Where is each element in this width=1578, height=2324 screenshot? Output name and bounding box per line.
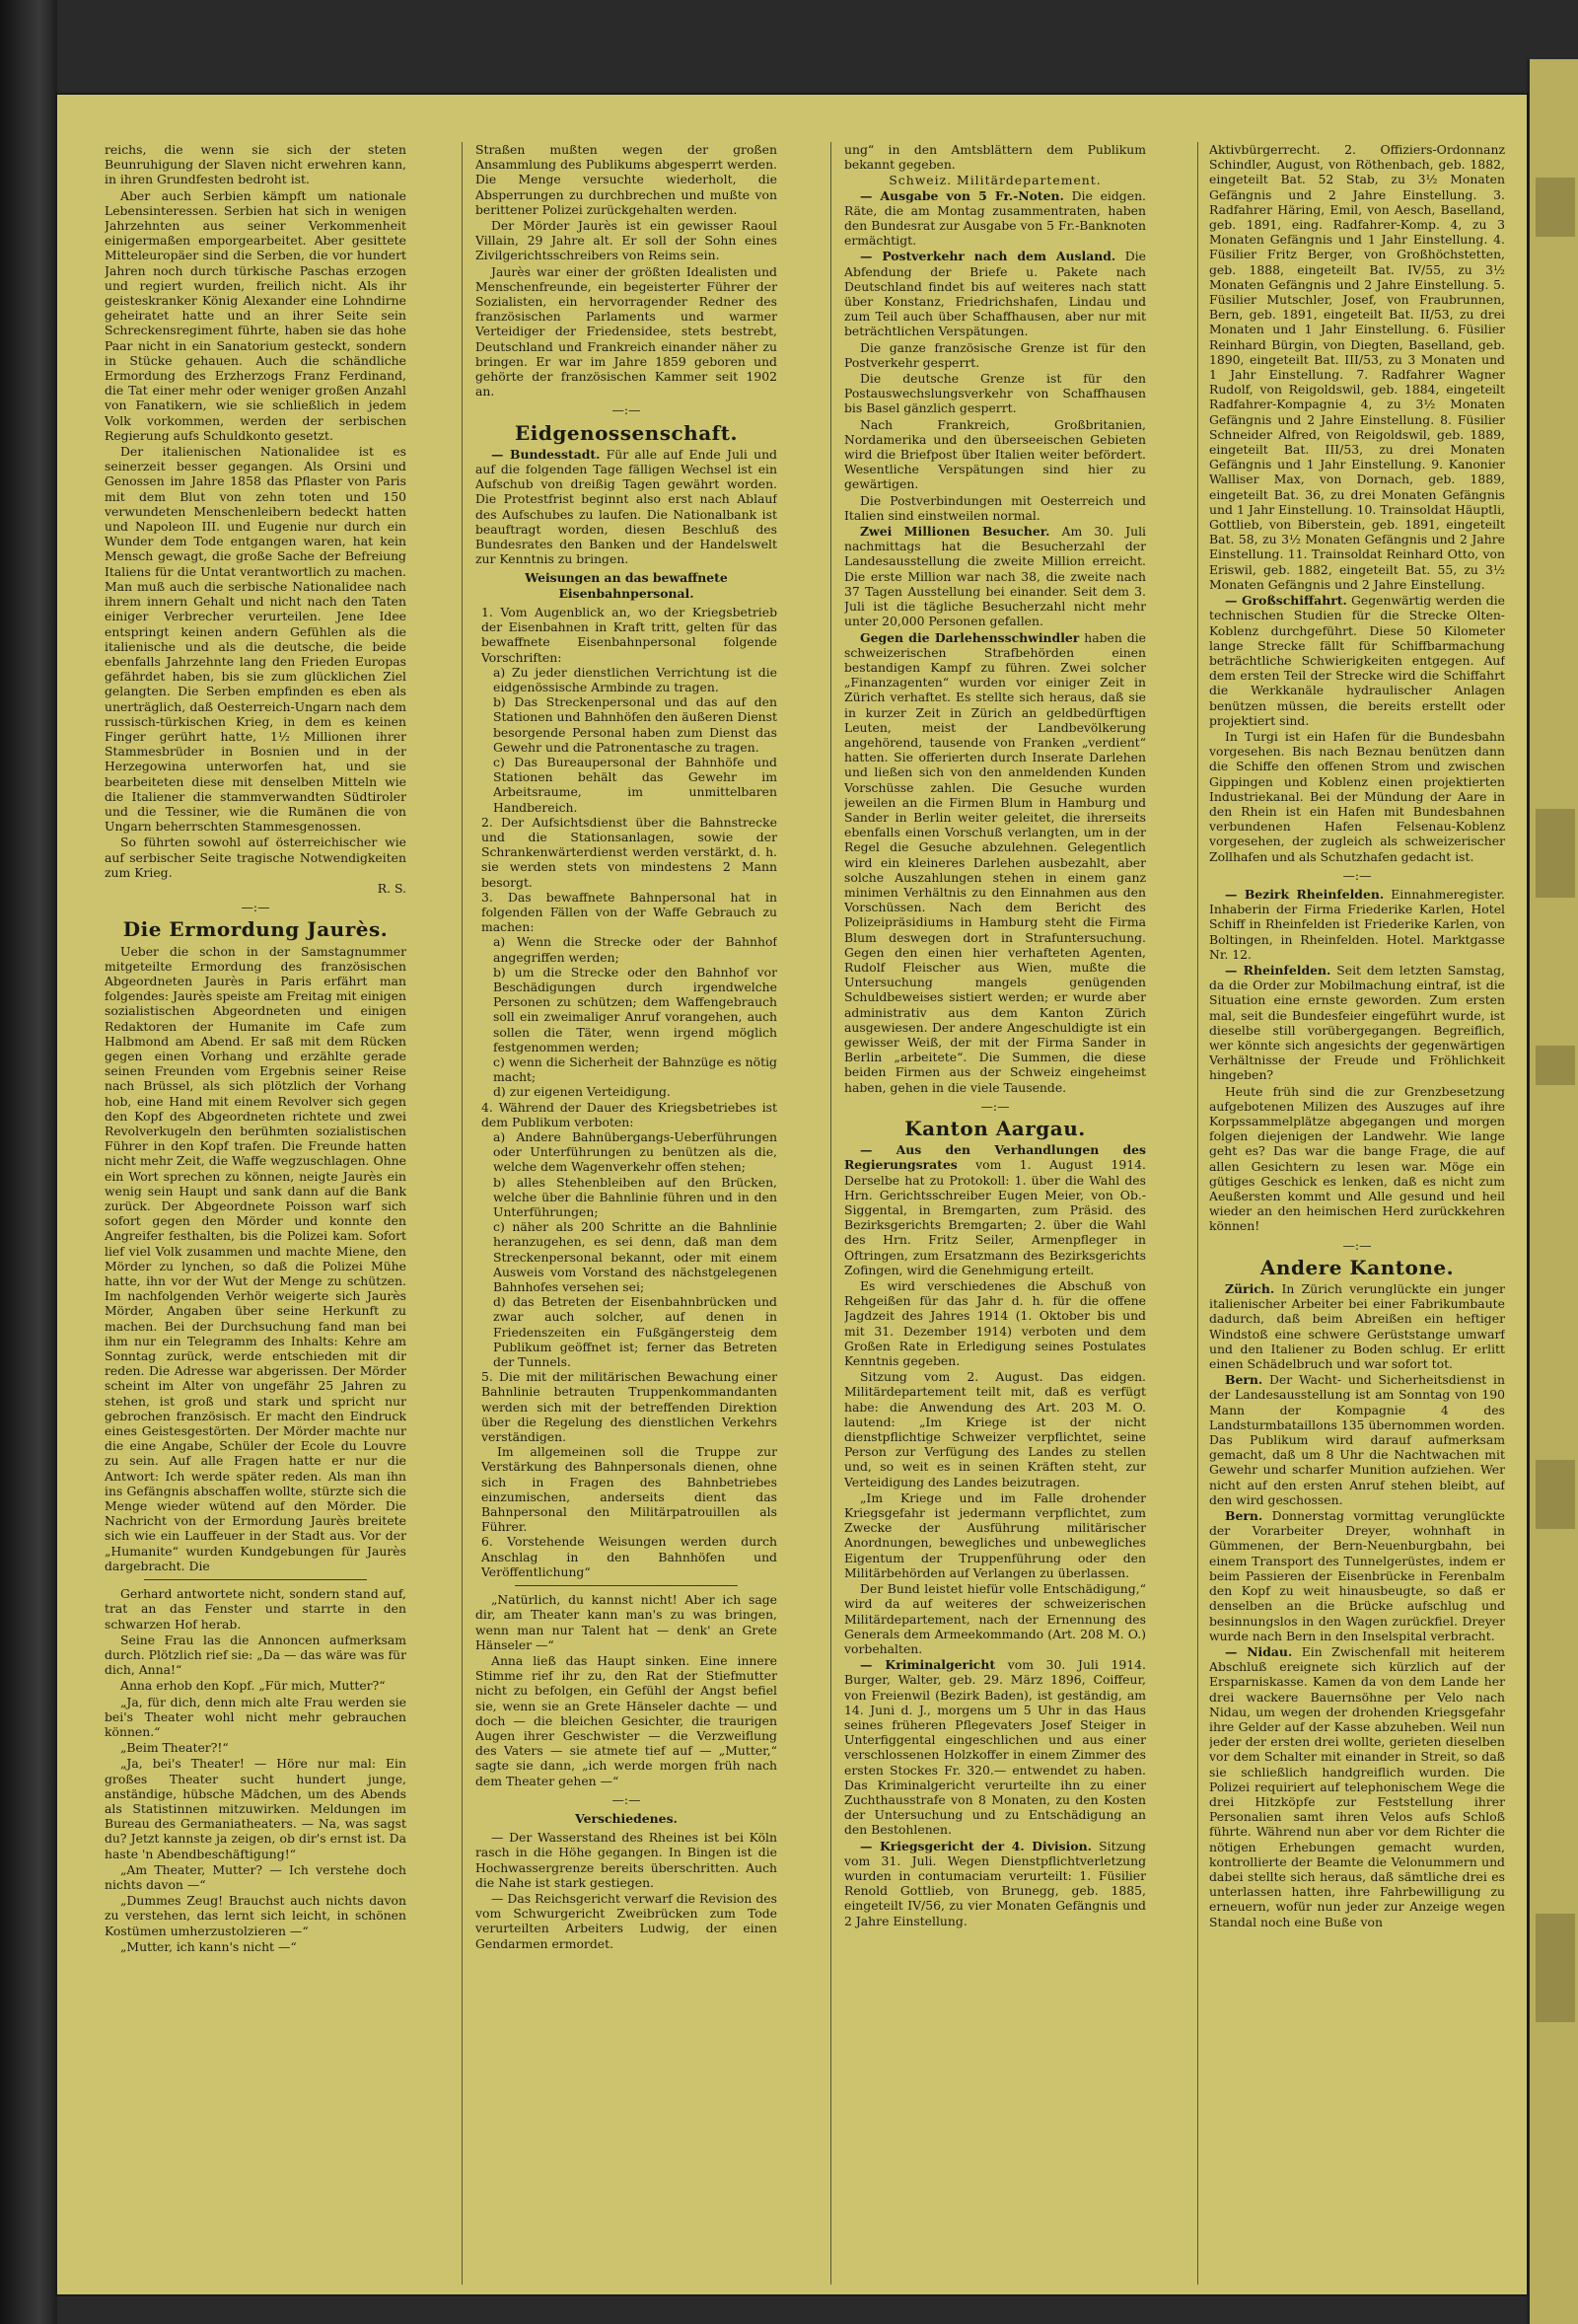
paragraph: Es wird verschiedenes die Abschuß von Rehgeißen für das Jahr d. h. für die offene Jagdzeit des Jahres 1914 (1. Oktober bis und mit 31. Dezember 1914) verboten und dem Großen Rate in Erledigung seines Postulates Kenntnis gegeben. xyxy=(844,1278,1146,1369)
paragraph xyxy=(844,630,1146,1095)
lead: — Bezirk Rheinfelden. xyxy=(1225,886,1385,902)
paragraph xyxy=(1209,963,1505,1083)
paragraph: Ueber die schon in der Samstagnummer mitgeteilte Ermordung des französischen Abgeordneten Jaurès in Paris erfährt man folgendes: Jaurès speiste am Freitag mit einigen sozialistischen Abgeordneten und einigen Redaktoren der Humanite im Cafe zum Halbmond am Abend. Er saß mit dem Rücken gegen einen Vorhang und erzählte gerade seinen Freunden vom Ergebnis seiner Reise nach Brüssel, als sich plötzlich der Vorhang hob, eine Hand mit einem Revolver sich gegen den Kopf des Abgeordneten richtete und zwei Revolverkugeln den berühmten sozialistischen Führer in den Kopf trafen. Die Freunde hatten nicht mehr Zeit, die Waffe wegzuschlagen. Ohne ein Wort sprechen zu können, neigte Jaurès ein wenig sein Haupt und sank dann auf die Bank zurück. Der Abgeordnete Poisson warf sich sofort gegen den Mörder und konnte den Angreifer festhalten, bis die Polizei kam. Sofort lief viel Volk zusammen und machte Miene, den Mörder zu lynchen, so daß die Polizei Mühe hatte, ihn vor der Wut der Menge zu schützen. Im nachfolgenden Verhör weigerte sich Jaurès Mörder, Angaben über seine Herkunft zu machen. Bei der Durchsuchung fand man bei ihm nur ein Telegramm des Inhalts: Kehre am Sonntag zurück, werde entschieden mit dir reden. Die Adresse war abgerissen. Der Mörder scheint im Alter von ungefähr 25 Jahren zu stehen, ist groß und stark und spricht nur gebrochen französisch. Er macht den Eindruck eines Geistesgestörten. Der Mörder machte nur die eine Angabe, Schüler der Ecole du Louvre zu sein. Auf alle Fragen hatte er nur die Antwort: Ich werde später reden. Als man ihn ins Gefängnis abschaffen wollte, stürzte sich die Menge wieder wütend auf den Mörder. Die Nachricht von der Ermordung Jaurès breitete sich wie ein Lauffeuer in der Stadt aus. Vor der „Humanite“ wurden Kundgebungen für Jaurès dargebracht. Die xyxy=(105,943,406,1573)
separator: —:— xyxy=(611,402,641,418)
paragraph-text: Donnerstag vormittag verunglückte der Vorarbeiter Dreyer, wohnhaft in Gümmenen, der Bern-Neuenburgbahn, bei einem Transport des Tunnelgerüstes, indem er beim Passieren der Eisenbrücke in Ferenbalm den Kopf zu weit hinausbeugte, so daß er denselben an die Brücke aufschlug und besinnungslos in den Wagen zurückfiel. Dreyer wurde nach Bern in den Inselspital verbracht. xyxy=(1209,1508,1505,1643)
paragraph xyxy=(1209,593,1505,728)
paragraph-text: Der Wacht- und Sicherheitsdienst in der Landesausstellung ist am Sonntag von 190 Mann der Kompagnie 4 des Landsturmbataillons 135 übernommen worden. Das Publikum wird darauf aufmerksam gemacht, daß um 8 Uhr die Nachtwachen mit Gewehr und scharfer Munition aufziehen. Wer nicht auf den ersten Anruf stehen bleibt, auf den wird geschossen. xyxy=(1209,1372,1505,1507)
column-rule xyxy=(462,142,463,2285)
paragraph xyxy=(1209,1281,1505,1371)
column-1 xyxy=(105,142,406,2294)
list-item: Im allgemeinen soll die Truppe zur Verstärkung des Bahnpersonals dienen, ohne sich in Fragen des Bahnbetriebes einzumischen, anderseits dient das Bahnpersonal den Militärpatrouillen als Führer. xyxy=(481,1444,777,1535)
paragraph: ung“ in den Amtsblättern dem Publikum bekannt gegeben. xyxy=(844,142,1146,173)
list-item: a) Zu jeder dienstlichen Verrichtung ist die eidgenössische Armbinde zu tragen. xyxy=(493,664,777,694)
heading-kanton-aargau: Kanton Aargau. xyxy=(904,1117,1086,1140)
list-item: 6. Vorstehende Weisungen werden durch Anschlag in den Bahnhöfen und Veröffentlichung“ xyxy=(481,1534,777,1579)
paragraph: Aber auch Serbien kämpft um nationale Lebensinteressen. Serbien hat sich in wenigen Jahrzehnten aus seiner Verkommenheit einigermaßen emporgearbeitet. Aber gesittete Mitteleuropäer sind die Serben, die vor hundert Jahren noch durch türkische Paschas erzogen und regiert wurden, freilich nicht. Als ihr geisteskranker König Alexander eine Lohndirne geheiratet hatte und an ihrer Seite sein Schreckensregiment führte, haben sie das hohe Paar nicht in ein Sanatorium gesteckt, sondern in Stücke gehauen. Auch die schändliche Ermordung des Erzherzogs Franz Ferdinand, die Tat einer mehr oder weniger großen Anzahl von Fanatikern, wie sie schließlich in jedem Volk vorkommen, werden der serbischen Regierung aufs Schuldkonto gesetzt. xyxy=(105,187,406,443)
paragraph: — Der Wasserstand des Rheines ist bei Köln rasch in die Höhe gegangen. In Bingen ist die Hochwassergrenze bereits überschritten. Auch die Nahe ist stark gestiegen. xyxy=(475,1830,777,1890)
paragraph-text: Die eidgen. Räte, die am Montag zusammentraten, haben den Bundesrat zur Ausgabe von 5 Fr.-Banknoten ermächtigt. xyxy=(844,187,1146,249)
paragraph-text: Sitzung vom 31. Juli. Wegen Dienstpflichtverletzung wurden in contumaciam verurteilt: 1. Füsilier Renold Gottlieb, von Brunegg, geb. 1885, eingeteilt IV/56, zu vier Monaten Gefängnis und 2 Jahre Einstellung. xyxy=(844,1838,1146,1928)
paragraph: Der Mörder Jaurès ist ein gewisser Raoul Villain, 29 Jahre alt. Er soll der Sohn eines Zivilgerichtsschreibers von Reims sein. xyxy=(475,218,777,263)
column-rule xyxy=(830,142,831,2285)
paragraph-text: Am 30. Juli nachmittags hat die Besucherzahl der Landesausstellung die zweite Million erreicht. Die erste Million war nach 38, die zweite nach 37 Tagen Ausstellung bei einander. Seit dem 3. Juli ist die tägliche Besucherzahl nicht mehr unter 20,000 Personen gefallen. xyxy=(844,524,1146,629)
paragraph-text: Ein Zwischenfall mit heiterem Abschluß ereignete sich kürzlich auf der Ersparniskasse. Kamen da von dem Lande her drei wackere Bauernsöhne per Velo nach Nidau, um wegen der drohenden Kriegsgefahr ihre Gelder auf der Kasse abzuheben. Weil nun jeder der ersten drei wollte, gerieten dieselben vor dem Schalter mit einander in Streit, so daß sie schließlich handgreiflich wurden. Die Polizei requiriert auf telephonischem Wege die drei Hitzköpfe zur Feststellung ihrer Personalien samt ihren Velos aufs Schloß führte. Während nun aber vor dem Richter die nötigen Erhebungen gemacht wurden, kontrollierte der Beamte die Velonummern und dabei stellte sich heraus, daß sämtliche drei es unterlassen hatten, ihre Fahrbewilligung zu erneuern, wofür nun jeder zur Anzeige wegen Standal noch eine Buße von xyxy=(1209,1643,1505,1929)
separator: —:— xyxy=(980,1098,1010,1114)
feuilleton-paragraph: „Ja, für dich, denn mich alte Frau werden sie bei's Theater wohl nicht mehr gebrauchen können.“ xyxy=(105,1694,406,1739)
feuilleton-paragraph: „Ja, bei's Theater! — Höre nur mal: Ein großes Theater sucht hundert junge, anständige, hübsche Mädchen, um des Abends als Statistinnen mitzuwirken. Meldungen im Bureau des Germaniatheaters. — Na, was sagst du? Jetzt kannste ja zeigen, ob dir's ernst ist. Da haste 'n Abendbeschäftigung!“ xyxy=(105,1756,406,1861)
paragraph: — Das Reichsgericht verwarf die Revision des vom Schwurgericht Zweibrücken zum Tode verurteilten Arbeiters Ludwig, der einen Gendarmen ermordet. xyxy=(475,1890,777,1951)
paragraph xyxy=(844,1657,1146,1837)
list-item: d) das Betreten der Eisenbahnbrücken und zwar auch solcher, auf denen in Friedenszeiten ein Fußgängersteig dem Publikum geöffnet ist; ferner das Betreten der Tunnels. xyxy=(493,1294,777,1370)
heading-jaures: Die Ermordung Jaurès. xyxy=(122,917,389,942)
list-item: c) Das Bureaupersonal der Bahnhöfe und Stationen behält das Gewehr im Arbeitsraume, im unmittelbaren Handbereich. xyxy=(493,754,777,815)
lead: — Großschiffahrt. xyxy=(1225,593,1347,609)
paragraph xyxy=(1209,1508,1505,1643)
feuilleton-paragraph: „Dummes Zeug! Brauchst auch nichts davon zu verstehen, das lernt sich leicht, in schönen Kostümen umherzustolzieren —“ xyxy=(105,1893,406,1938)
paragraph: Heute früh sind die zur Grenzbesetzung aufgebotenen Milizen des Auszuges auf ihre Korpssammelplätze abgegangen und morgen folgen diejenigen der Landwehr. Wie lange geht es? Das war die bange Frage, die auf allen Gesichtern zu lesen war. Möge ein gütiges Geschick es lenken, daß es nicht zum Aeußersten kommt und Alle gesund und heil wieder an den heimischen Herd zurückkehren können! xyxy=(1209,1083,1505,1234)
paragraph xyxy=(1209,1644,1505,1929)
feuilleton-paragraph: „Mutter, ich kann's nicht —“ xyxy=(120,1938,297,1954)
paragraph: Straßen mußten wegen der großen Ansammlung des Publikums abgesperrt werden. Die Menge versuchte wiederholt, die Absperrungen zu durchbrechen und mußte von berittener Polizei zurückgehalten werden. xyxy=(475,142,777,217)
lead: — Rheinfelden. xyxy=(1225,962,1331,978)
lead: — Postverkehr nach dem Ausland. xyxy=(860,249,1116,264)
paragraph xyxy=(844,249,1146,338)
column-4 xyxy=(1209,142,1505,2294)
paragraph: Jaurès war einer der größten Idealisten und Menschenfreunde, ein begeisterter Führer der Sozialisten, ein hervorragender Redner des französischen Parlaments und warmer Verteidiger der Friedensidee, stets bestrebt, Deutschland und Frankreich einander näher zu bringen. Er war im Jahre 1859 geboren und gehörte der französischen Kammer seit 1902 an. xyxy=(475,263,777,399)
list-item: 4. Während der Dauer des Kriegsbetriebes ist dem Publikum verboten: xyxy=(481,1099,777,1129)
separator: —:— xyxy=(611,1791,641,1807)
list-item: d) zur eigenen Verteidigung. xyxy=(493,1084,671,1100)
list-item: a) Andere Bahnübergangs-Ueberführungen oder Unterführungen zu benützen als die, welche dem Wagenverkehr offen stehen; xyxy=(493,1129,777,1175)
paragraph xyxy=(844,1839,1146,1928)
lead: Zwei Millionen Besucher. xyxy=(860,524,1050,540)
list-item: b) um die Strecke oder den Bahnhof vor Beschädigungen durch irgendwelche Personen zu schützen; dem Waffengebrauch soll ein zweimaliger Anruf vorangehen, auch sollen die Täter, wenn irgend möglich festgenommen werden; xyxy=(493,964,777,1054)
lead: — Aus den Verhandlungen des Regierungsrates xyxy=(844,1142,1146,1173)
paragraph: Sitzung vom 2. August. Das eidgen. Militärdepartement teilt mit, daß es verfügt habe: die Anwendung des Art. 203 M. O. lautend: „Im Kriege ist der nicht dienstpflichtige Schweizer verpflichtet, seine Person zur Verfügung des Landes zu stellen und, so weit es in seinen Kräften steht, zur Verteidigung des Landes beizutragen. xyxy=(844,1369,1146,1489)
lead: — Nidau. xyxy=(1225,1643,1293,1659)
paragraph-text: In Zürich verunglückte ein junger italienischer Arbeiter bei einer Fabrikumbaute dadurch, daß beim Abreißen ein heftiger Windstoß eine schwere Gerüststange umwarf und den Italiener zu Boden schlug. Er erlitt einen Schädelbruch und war sofort tot. xyxy=(1209,1281,1505,1372)
column-rule xyxy=(1197,142,1198,2285)
lead: — Kriegsgericht der 4. Division. xyxy=(860,1838,1092,1853)
lead-bundesstadt: — Bundesstadt. xyxy=(491,446,601,462)
separator: —:— xyxy=(1342,1237,1372,1253)
paragraph-text: Gegenwärtig werden die technischen Studien für die Strecke Olten-Koblenz durchgeführt. Diese 50 Kilometer lange Strecke fällt für Schiffbarmachung beträchtliche Schwierigkeiten entgegen. Auf dem ersten Teil der Strecke wird die Schiffahrt die Werkkanäle hydraulischer Anlagen benützen müssen, die bereits erstellt oder projektiert sind. xyxy=(1209,593,1505,728)
feuilleton-paragraph: „Am Theater, Mutter? — Ich verstehe doch nichts davon —“ xyxy=(105,1861,406,1892)
feuilleton-paragraph: Seine Frau las die Annoncen aufmerksam durch. Plötzlich rief sie: „Da — das wäre was für dich, Anna!“ xyxy=(105,1632,406,1678)
paragraph: Die ganze französische Grenze ist für den Postverkehr gesperrt. xyxy=(844,339,1146,370)
paragraph xyxy=(844,1142,1146,1277)
paragraph: Aktivbürgerrecht. 2. Offiziers-Ordonnanz Schindler, August, von Röthenbach, geb. 1882, eingeteilt Bat. 52 Stab, zu 3½ Monaten Gefängnis und 2 Jahre Einstellung. 3. Radfahrer Häring, Emil, von Aesch, Baselland, geb. 1891, eing. Radfahrer-Komp. 4, zu 3 Monaten Gefängnis und 1 Jahr Einstellung. 4. Füsilier Fritz Berger, von Großhöchstetten, geb. 1888, eingeteilt Bat. IV/55, zu 3½ Monaten Gefängnis und 2 Jahre Einstellung. 5. Füsilier Mutschler, Josef, von Fraubrunnen, Bern, geb. 1891, eingeteilt Bat. II/53, zu drei Monaten und 1 Jahr Einstellung. 6. Füsilier Reinhard Bürgin, von Diegten, Baselland, geb. 1890, eingeteilt Bat. III/53, zu 3 Monaten und 1 Jahr Einstellung. 7. Radfahrer Wagner Rudolf, von Reigoldswil, geb. 1884, eingeteilt Radfahrer-Kompagnie 4, zu 3½ Monaten Gefängnis und 2 Jahre Einstellung. 8. Füsilier Schneider Alfred, von Reigoldswil, geb. 1889, eingeteilt Bat. III/53, zu drei Monaten Gefängnis und 1 Jahr Einstellung. 9. Kanonier Walliser Max, von Dornach, geb. 1889, eingeteilt Bat. 36, zu drei Monaten Gefängnis und 1 Jahr Einstellung. 10. Trainsoldat Häuptli, Gottlieb, von Biberstein, geb. 1891, eingeteilt Bat. 58, zu 3½ Monaten Gefängnis und 2 Jahre Einstellung. 11. Trainsoldat Reinhard Otto, von Eriswil, geb. 1882, eingeteilt Bat. 55, zu 3½ Monaten Gefängnis und 2 Jahre Einstellung. xyxy=(1209,142,1505,592)
divider xyxy=(144,1579,367,1580)
lead: — Kriminalgericht xyxy=(860,1657,996,1673)
list-item: 3. Das bewaffnete Bahnpersonal hat in folgenden Fällen von der Waffe Gebrauch zu machen: xyxy=(481,889,777,935)
paragraph: Die deutsche Grenze ist für den Postauswechslungsverkehr von Schaffhausen bis Basel gänzlich gesperrt. xyxy=(844,371,1146,416)
feuilleton-paragraph: Anna ließ das Haupt sinken. Eine innere Stimme rief ihr zu, den Rat der Stiefmutter nicht zu befolgen, ein Gefühl der Angst befiel sie, wenn sie an Grete Hänseler dachte — und doch — die bleichen Gesichter, die traurigen Augen ihrer Geschwister — die Verzweiflung des Vaters — sie atmete tief auf — „Mutter,“ sagte sie dann, „ich werde morgen früh nach dem Theater gehen —“ xyxy=(475,1652,777,1788)
paragraph: So führten sowohl auf österreichischer wie auf serbischer Seite tragische Notwendigkeiten zum Krieg. xyxy=(105,835,406,880)
instruction-list xyxy=(481,605,777,1579)
paragraph: Nach Frankreich, Großbritanien, Nordamerika und den überseeischen Gebieten wird die Briefpost über Italien weiter befördert. Wesentliche Verspätungen sind hier zu gewärtigen. xyxy=(844,416,1146,492)
paragraph xyxy=(1209,887,1505,962)
paragraph-text: Die Abfendung der Briefe u. Pakete nach Deutschland findet bis auf weiteres nach statt über Konstanz, Friedrichshafen, Lindau und zum Teil auch über Schaffhausen, aber nur mit beträchtlichen Verspätungen. xyxy=(844,249,1146,339)
signature: R. S. xyxy=(377,880,406,896)
book-binding xyxy=(0,0,57,2324)
separator: —:— xyxy=(1342,867,1372,883)
lead: — Ausgabe von 5 Fr.-Noten. xyxy=(860,187,1064,203)
subheading-weisungen: Weisungen an das bewaffnete Eisenbahnpersonal. xyxy=(525,570,728,601)
lead: Zürich. xyxy=(1225,1281,1275,1297)
separator: —:— xyxy=(241,900,270,915)
feuilleton-paragraph: „Natürlich, du kannst nicht! Aber ich sage dir, am Theater kann man's zu was bringen, wenn man nur Talent hat — denk' an Grete Hänseler —“ xyxy=(475,1592,777,1652)
paragraph: In Turgi ist ein Hafen für die Bundesbahn vorgesehen. Bis nach Beznau benützen dann die Schiffe den offenen Strom und zwischen Gippingen und Koblenz einen projektierten Industriekanal. Bei der Mündung der Aare in den Rhein ist ein Hafen mit Bundesbahnen verbundenen Hafen Felsenau-Koblenz vorgesehen, der zugleich als schweizerischer Zollhafen und als Schutzhafen gedacht ist. xyxy=(1209,728,1505,864)
paragraph-text: Seit dem letzten Samstag, da die Order zur Mobilmachung eintraf, ist die Situation eine ernste geworden. Zum ersten mal, seit die Bundesfeier eingeführt wurde, ist dieselbe still vorübergegangen. Begreiflich, wer könnte sich angesichts der gegenwärtigen Verhältnisse der Freude und Fröhlichkeit hingeben? xyxy=(1209,962,1505,1083)
list-item: 5. Die mit der militärischen Bewachung einer Bahnlinie betrauten Truppenkommandanten werden sich mit der betreffenden Direktion über die Regelung des dienstlichen Verkehrs verständigen. xyxy=(481,1369,777,1445)
column-3 xyxy=(844,142,1146,2294)
paragraph-text: Für alle auf Ende Juli und auf die folgenden Tage fälligen Wechsel ist ein Aufschub von dreißig Tagen gewährt worden. Die Protestfrist beginnt also erst nach Ablauf des Aufschubes zu laufen. Die Nationalbank ist beauftragt worden, diesen Beschluß des Bundesrates den Banken und der Handelswelt zur Kenntnis zu bringen. xyxy=(475,446,777,567)
subheading-verschiedenes: Verschiedenes. xyxy=(575,1810,678,1826)
feuilleton-paragraph: Gerhard antwortete nicht, sondern stand auf, trat an das Fenster und starrte in den schwarzen Hof herab. xyxy=(105,1586,406,1632)
column-2 xyxy=(475,142,777,2294)
paragraph: „Im Kriege und im Falle drohender Kriegsgefahr ist jedermann verpflichtet, zum Zwecke der Ausführung militärischer Anordnungen, bewegliches und unbewegliches Eigentum der Truppenführung oder den Militärbehörden auf Verlangen zu überlassen. xyxy=(844,1489,1146,1580)
paragraph xyxy=(844,188,1146,249)
list-item: b) alles Stehenbleiben auf den Brücken, welche über die Bahnlinie führen und in den Unterführungen; xyxy=(493,1174,777,1220)
paragraph: Der Bund leistet hiefür volle Entschädigung,“ wird da auf weiteres der schweizerischen Militärdepartement, nach der Ernennung des Generals dem Armeekommando (Art. 208 M. O.) vorbehalten. xyxy=(844,1581,1146,1656)
list-item: c) näher als 200 Schritte an die Bahnlinie heranzugehen, es sei denn, daß man dem Streckenpersonal bekannt, oder mit einem Ausweis vom Vorstand des nächstgelegenen Bahnhofes versehen sei; xyxy=(493,1219,777,1295)
divider xyxy=(515,1585,738,1586)
paragraph-text: haben die schweizerischen Strafbehörden einen bestandigen Kampf zu führen. Zwei solcher „Finanzagenten“ wurden vor einiger Zeit in Zürich verhaftet. Es stellte sich heraus, daß sie in kurzer Zeit in Zürich an geldbedürftigen Leuten, meist der Landbevölkerung angehörend, tausende von Franken „verdient“ hatten. Sie offerierten durch Inserate Darlehen und ließen sich von den anmeldenden Kunden Vorschüsse zahlen. Die Gesuche wurden jeweilen an die Firmen Blum in Hamburg und Sander in Berlin weiter geleitet, die ihrerseits ebenfalls einen Vorschuß verlangten, um in der Regel die Gesuche abzulehnen. Gelegentlich wird ein kleineres Darlehen ausbezahlt, aber solche Auszahlungen stehen in einem ganz minimen Verhältnis zu den Einnahmen aus den Vorschüssen. Nach dem Bericht des Polizeipräsidiums in Hamburg steht die Firma Blum deswegen dort in Strafuntersuchung. Gegen den einen hier verhafteten Agenten, Rudolf Fleischer aus Wien, mußte die Untersuchung mangels genügenden Schuldbeweises sistiert werden; er wurde aber administrativ aus dem Kanton Zürich ausgewiesen. Der andere Angeschuldigte ist ein gewisser Weiß, der mit der Firma Sander in Berlin „arbeitete“. Die Summen, die diese beiden Firmen aus der Schweiz eingeheimst haben, gehen in die viele Tausende. xyxy=(844,629,1146,1095)
list-item: 1. Vom Augenblick an, wo der Kriegsbetrieb der Eisenbahnen in Kraft tritt, gelten für das bewaffnete Eisenbahnpersonal folgende Vorschriften: xyxy=(481,604,777,665)
list-item: b) Das Streckenpersonal und das auf den Stationen und Bahnhöfen den äußeren Dienst besorgende Personal haben zum Dienst das Gewehr und die Patronentasche zu tragen. xyxy=(493,694,777,755)
lead: Bern. xyxy=(1225,1372,1263,1388)
list-item: a) Wenn die Strecke oder der Bahnhof angegriffen werden; xyxy=(493,934,777,965)
paragraph: reichs, die wenn sie sich der steten Beunruhigung der Slaven nicht erwehren kann, in ihren Grundfesten bedroht ist. xyxy=(105,142,406,187)
paragraph-text: vom 30. Juli 1914. Burger, Walter, geb. 29. März 1896, Coiffeur, von Freienwil (Bezirk Baden), ist geständig, am 14. Juni d. J., morgens um 5 Uhr in das Haus seines früheren Pflegevaters Josef Steiger in Unterfiggental eingeschlichen und aus einer verschlossenen Holzkoffer in einem Zimmer des ersten Stockes Fr. 320.— entwendet zu haben. Das Kriminalgericht verurteilte ihn zu einer Zuchthausstrafe von 8 Monaten, zu den Kosten der Untersuchung und zu Entschädigung an den Bestohlenen. xyxy=(844,1657,1146,1838)
heading-andere-kantone: Andere Kantone. xyxy=(1259,1255,1455,1279)
paragraph-text: Einnahmeregister. Inhaberin der Firma Friederike Karlen, Hotel Schiff in Rheinfelden ist Friederike Karlen, von Boltingen, in Rheinfelden. Hotel. Marktgasse Nr. 12. xyxy=(1209,886,1505,962)
paragraph-text: vom 1. August 1914. Derselbe hat zu Protokoll: 1. über die Wahl des Hrn. Gerichtsschreiber Eugen Meier, von Ob.-Siggental, in Bremgarten, zum Präsid. des Bezirksgerichts Bremgarten; 2. über die Wahl des Hrn. Fritz Seiler, Armenpfleger in Oftringen, zum Ersatzmann des Bezirksgerichts Zofingen, wird die Genehmigung erteilt. xyxy=(844,1157,1146,1277)
paragraph: Der italienischen Nationalidee ist es seinerzeit besser gegangen. Als Orsini und Genossen im Jahre 1858 das Pflaster von Paris mit dem Blut von zehn toten und 150 verwundeten Menschenleibern bedeckt hatten und Napoleon III. und Eugenie nur durch ein Wunder dem Tode entgangen waren, hat kein Mensch gewagt, die große Sache der Befreiung Italiens für die Untat verantwortlich zu machen. Man muß auch die serbische Nationalidee nach ihrem innern Gehalt und nicht nach den Taten einiger Verbrecher verurteilen. Jene Idee entspringt keinen andern Gefühlen als die italienische und als die deutsche, die beide ebenfalls Jahrzehnte lang den Frieden Europas gefährdet haben, bis sie zum glücklichen Ziel gelangten. Die Serben empfinden es eben als unerträglich, daß Oesterreich-Ungarn nach dem russisch-türkischen Krieg, in dem es keinen Finger gerührt hatte, 1½ Millionen ihrer Stammesbrüder in Bosnien und in der Herzegowina unterworfen hat, und sie bearbeiteten diese mit denselben Mitteln wie die Italiener die stammverwandten Südtiroler und die Tessiner, wie die Rumänen die von Ungarn beherrschten Stammesgenossen. xyxy=(105,444,406,835)
feuilleton-paragraph: Anna erhob den Kopf. „Für mich, Mutter?“ xyxy=(120,1678,386,1694)
signature: Schweiz. Militärdepartement. xyxy=(889,173,1102,188)
list-item: c) wenn die Sicherheit der Bahnzüge es nötig macht; xyxy=(493,1053,777,1085)
list-item: 2. Der Aufsichtsdienst über die Bahnstrecke und die Stationsanlagen, sowie der Schrankenwärterdienst werden verstärkt, d. h. sie werden stets von mindestens 2 Mann besorgt. xyxy=(481,814,777,890)
lead: Gegen die Darlehensschwindler xyxy=(860,629,1080,645)
adjacent-page-edge xyxy=(1527,59,1578,2324)
heading-eidgenossenschaft: Eidgenossenschaft. xyxy=(515,420,738,445)
paragraph xyxy=(475,447,777,567)
paragraph xyxy=(1209,1372,1505,1507)
paragraph: Die Postverbindungen mit Oesterreich und Italien sind einstweilen normal. xyxy=(844,492,1146,523)
paragraph xyxy=(844,524,1146,628)
feuilleton-paragraph: „Beim Theater?!“ xyxy=(120,1740,229,1756)
lead: Bern. xyxy=(1225,1508,1263,1524)
